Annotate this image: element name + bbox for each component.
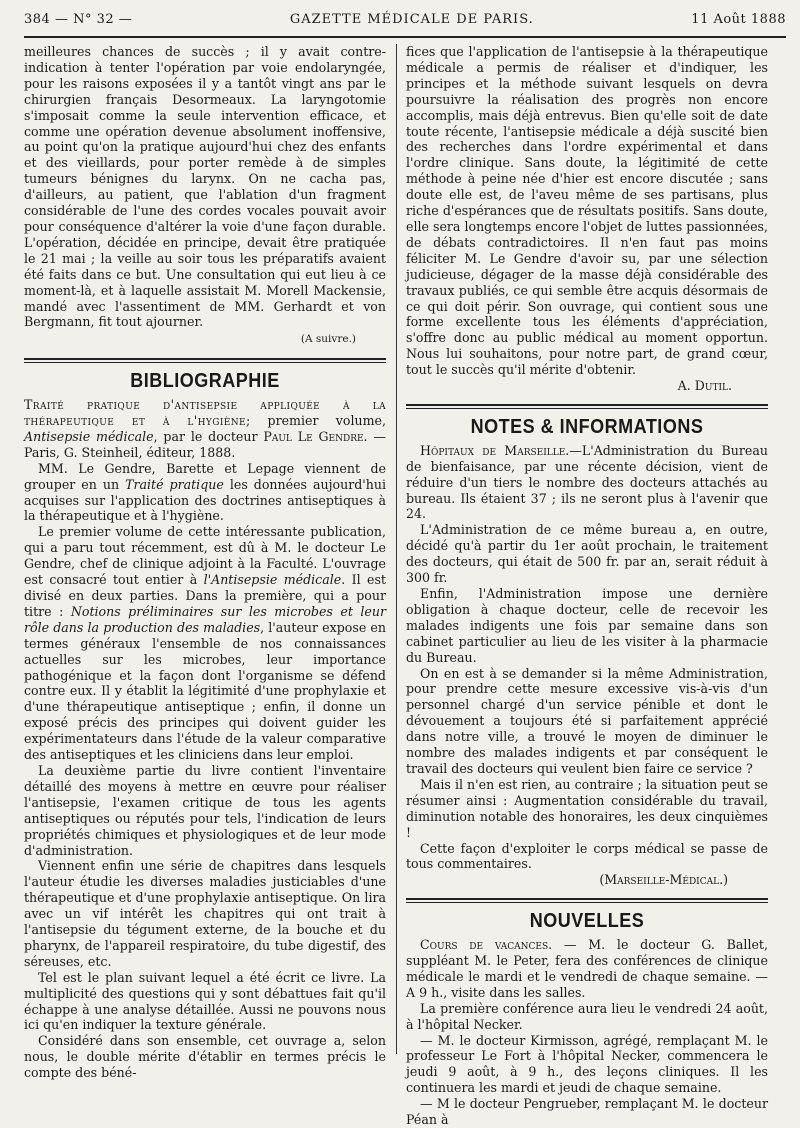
section-rule [406, 898, 768, 903]
news-item: Mais il n'en est rien, au contraire ; la situation peut se résumer ainsi : Augmentation considérable du travail, diminution notable des honoraires, les deux cinquièmes ! [406, 776, 768, 840]
review-paragraph: MM. Le Gendre, Barette et Lepage viennent de grouper en un Traité pratique les données aujourd'hui acquises sur l'application des doctrines antiseptiques à la thérapeutique et à l'hygiène. [24, 460, 387, 524]
left-column [24, 44, 396, 1128]
review-paragraph: Considéré dans son ensemble, cet ouvrage a, selon nous, le double mérite d'établir en termes précis le compte des béné- [24, 1033, 386, 1081]
review-continuation: fices que l'application de l'antisepsie à la thérapeutique médicale a permis de réaliser et d'indiquer, les principes et la méthode suivant lesquels on devra poursuivre la réalisation des progrès non encore accomplis, mais déjà entrevus. Bien qu'elle soit de date toute récente, l'antisepsie médicale a déjà suscité bien des recherches dans l'ordre expérimental et dans l'ordre clinique. Sans doute, la légitimité de cette méthode à peine née d'hier est encore discutée ; sans doute elle est, de l'aveu même de ses partisans, plus riche d'espérances que de résultats positifs. Sans doute, elle sera longtemps encore l'objet de luttes passionnées, de débats contradictoires. Il n'en faut pas moins féliciter M. Le Gendre d'avoir su, par une sélection judicieuse, dégager de la masse déjà considérable des travaux publiés, ce qui semble être acquis désormais de ce qui doit périr. Son ouvrage, qui contient sous une forme excellente tous les éléments d'appréciation, s'offre donc au public médical au moment opportun. Nous lui souhaitons, pour notre part, de grand cœur, tout le succès qu'il mérite d'obtenir. [406, 44, 768, 378]
review-paragraph: Viennent enfin une série de chapitres dans lesquels l'auteur étudie les diverses maladies justiciables d'une thérapeutique et d'une prophylaxie antiseptique. On lira avec un vif intérêt les chapitres qui ont trait à l'antisepsie du tégument externe, de la bouche et du pharynx, de l'appareil respiratoire, du tube digestif, des séreuses, etc. [24, 858, 386, 969]
header-rule [24, 36, 786, 38]
news-item: On en est à se demander si la même Administration, pour prendre cette mesure excessive vis-à-vis d'un personnel chargé d'un service pénible et dont le dévouement a toujours été si parfaitement apprécié dans notre ville, a trouvé le moyen de diminuer le nombre des malades indigents et par conséquent le travail des docteurs qui veulent bien faire ce service ? [406, 665, 768, 776]
newspaper-page [24, 12, 786, 1128]
news-source: (Marseille-Médical.) [599, 872, 728, 888]
section-title-notes: NOTES & INFORMATIONS [470, 414, 704, 438]
article-continuation: meilleures chances de succès ; il y avait contre-indication à tenter l'opération par voie endolaryngée, pour les raisons exposées il y a tantôt vingt ans par le chirurgien français Desormeaux. La laryngotomie s'imposait comme la seule intervention efficace, et comme une opération devenue absolument inoffensive, au point qu'on la pratique aujourd'hui chez des enfants et des vieillards, pour porter remède à de simples tumeurs bénignes du larynx. On ne cacha pas, d'ailleurs, au patient, que l'ablation d'un fragment considérable de l'une des cordes vocales pouvait avoir pour conséquence d'altérer la voie d'une façon durable. L'opération, décidée en principe, devait être pratiquée le 21 mai ; la veille au soir tous les préparatifs avaient été faits dans ce but. Une consultation qui eut lieu à ce moment-là, et à laquelle assistait M. Morell Mackensie, mandé avec l'assentiment de MM. Gerhardt et von Bergmann, fit tout ajourner. [24, 44, 386, 330]
news-item: — M. le docteur Kirmisson, agrégé, remplaçant M. le professeur Le Fort à l'hôpital Necker, commencera le jeudi 9 août, à 9 h., des leçons cliniques. Il les continuera les mardi et jeudi de chaque semaine. [406, 1032, 768, 1096]
issue-date: 11 Août 1888 [691, 12, 786, 27]
review-paragraph: Le premier volume de cette intéressante publication, qui a paru tout récemment, est dû à M. le docteur Le Gendre, chef de clinique adjoint à la Faculté. L'ouvrage est consacré tout entier à l'Antisepsie médicale. Il est divisé en deux parties. Dans la première, qui a pour titre : Notions préliminaires sur les microbes et leur rôle dans la production des maladies, l'auteur expose en termes généraux l'ensemble de nos connaissances actuelles sur les microbes, leur importance pathogénique et la façon dont l'organisme se défend contre eux. Il y établit la légitimité d'une prophylaxie et d'une thérapeutique antiseptique ; enfin, il donne un exposé précis des principes qui doivent guider les expérimentateurs dans l'étude de la valeur comparative des antiseptiques et les cliniciens dans leur emploi. [24, 524, 386, 763]
section-title-nouvelles: NOUVELLES [529, 908, 645, 932]
news-item: L'Administration de ce même bureau a, en outre, décidé qu'à partir du 1er août prochain, le traitement des docteurs, qui était de 500 fr. par an, serait réduit à 300 fr. [406, 522, 768, 586]
news-item: La première conférence aura lieu le vendredi 24 août, à l'hôpital Necker. [406, 1000, 768, 1032]
running-header [24, 12, 786, 34]
review-paragraph: Tel est le plan suivant lequel a été écrit ce livre. La multiplicité des questions qui y sont débattues fait qu'il échappe à une analyse détaillée. Aussi ne pouvons nous ici qu'en indiquer la texture générale. [24, 969, 386, 1033]
section-title-bibliographie: BIBLIOGRAPHIE [130, 368, 280, 392]
news-item: Cette façon d'exploiter le corps médical se passe de tous commentaires. [406, 840, 768, 872]
news-item: Cours de vacances. — M. le docteur G. Ballet, suppléant M. le Peter, fera des conférences de clinique médicale le mardi et le vendredi de chaque semaine. — A 9 h., visite dans les salles. [406, 937, 768, 1000]
column-divider [396, 44, 397, 1054]
section-rule [406, 404, 768, 409]
page-number: 384 — N° 32 — [24, 12, 133, 27]
news-item: — M le docteur Pengrueber, remplaçant M. le docteur Péan à [406, 1096, 768, 1128]
columns [24, 44, 786, 1128]
journal-title: GAZETTE MÉDICALE DE PARIS. [289, 12, 534, 27]
to-be-continued: (A suivre.) [300, 333, 356, 346]
review-paragraph: La deuxième partie du livre contient l'inventaire détaillé des moyens à mettre en œuvre pour réaliser l'antisepsie, l'examen critique de tous les agents antiseptiques ou réputés pour tels, l'indication de leurs propriétés chimiques et physiologiques et de leur mode d'administration. [24, 762, 386, 858]
review-signature: A. Dutil. [677, 378, 732, 394]
news-item: Hôpitaux de Marseille.—L'Administration du Bureau de bienfaisance, par une récente décision, vient de réduire d'un tiers le nombre des docteurs attachés au bureau. Ils étaient 37 ; ils ne seront plus à l'avenir que 24. [406, 442, 768, 522]
right-column [396, 44, 768, 1128]
book-reference: Traité pratique d'antisepsie appliquée à la thérapeutique et à l'hygiène; premier volume, Antisepsie médicale, par le docteur Paul Le Gendre. — Paris, G. Steinheil, éditeur, 1888. [24, 397, 386, 460]
section-rule [24, 358, 386, 363]
news-item: Enfin, l'Administration impose une dernière obligation à chaque docteur, celle de recevoir les malades indigents une fois par semaine dans son cabinet particulier au lieu de les visiter à la pharmacie du Bureau. [406, 586, 768, 665]
